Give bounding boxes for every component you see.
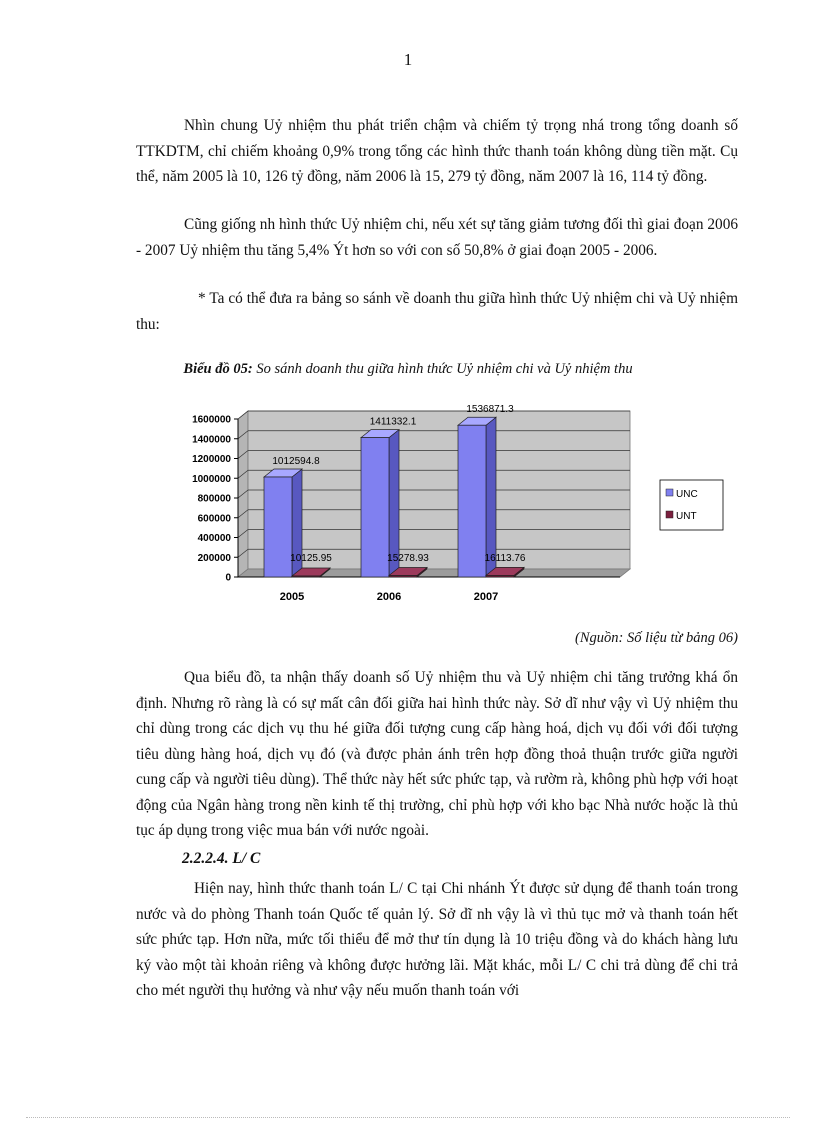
paragraph-5 [136, 876, 738, 1004]
y-tick-label: 800000 [197, 493, 231, 505]
y-tick-label: 1600000 [192, 414, 231, 426]
bar-unt-2005 [292, 576, 320, 577]
x-tick-label: 2005 [279, 591, 305, 603]
legend-swatch-unt [666, 511, 673, 518]
data-label-unt-2006: 15278.93 [387, 553, 429, 564]
data-label-unc-2007: 1536871.3 [466, 404, 514, 416]
bar-unc-2006 [361, 438, 389, 577]
y-tick-label: 1200000 [192, 454, 231, 465]
y-tick-label: 400000 [197, 533, 231, 544]
y-tick-label: 1400000 [192, 434, 231, 446]
paragraph-4-text: Qua biểu đồ, ta nhận thấy doanh số Uỷ nhiệm thu và Uỷ nhiệm chi tăng trưởng khá ổn định. Nhưng rõ ràng là có sự mất cân đối giữa hai hình thức này. Sở dĩ như vậy vì Uỷ nhiệm thu chỉ dùng trong các dịch vụ thu hé giữa đối tượng cung cấp hàng hoá, dịch vụ đối với đối tượng tiêu dùng hàng hoá, dịch vụ đó (và được phản ánh trên hợp đồng thoả thuận trước giữa người cung cấp và người tiêu dùng). Thể thức này hết sức phức tạp, và rườm rà, không phù hợp với hoạt động của Ngân hàng trong nền kinh tế thị trường, chỉ phù hợp với kho bạc Nhà nước hoặc là thủ tục áp dụng trong việc mua bán với nước ngoài. [136, 669, 738, 839]
legend-label-unc: UNC [676, 489, 698, 500]
figure-caption-text: So sánh doanh thu giữa hình thức Uỷ nhiệm chi và Uỷ nhiệm thu [252, 361, 633, 377]
paragraph-1-text: Nhìn chung Uỷ nhiệm thu phát triển chậm và chiếm tỷ trọng nhá trong tổng doanh số TTKDTM, chỉ chiếm khoảng 0,9% trong tổng các hình thức thanh toán không dùng tiền mặt. Cụ thể, năm 2005 là 10, 126 tỷ đồng, năm 2006 là 15, 279 tỷ đồng, năm 2007 là 16, 114 tỷ đồng. [136, 117, 738, 185]
y-tick-label: 1000000 [192, 473, 231, 485]
paragraph-2-text: Cũng giống nh hình thức Uỷ nhiệm chi, nếu xét sự tăng giảm tương đối thì giai đoạn 2006 - 2007 Uỷ nhiệm thu tăng 5,4% Ýt hơn so với con số 50,8% ở giai đoạn 2005 - 2006. [136, 216, 738, 259]
y-tick-label: 600000 [197, 513, 231, 525]
x-tick-label: 2007 [473, 591, 499, 603]
page-bottom-divider [26, 1117, 790, 1118]
figure-caption-label: Biểu đồ 05: [183, 361, 253, 377]
bar-unc-2005 [264, 477, 292, 577]
page-number: 1 [403, 50, 413, 69]
legend-label-unt: UNT [676, 511, 697, 522]
paragraph-5-text: Hiện nay, hình thức thanh toán L/ C tại Chi nhánh Ýt được sử dụng để thanh toán trong nước và do phòng Thanh toán Quốc tế quản lý. Sở dĩ nh vậy là vì thủ tục mở và thanh toán hết sức phức tạp. Hơn nữa, mức tối thiểu để mở thư tín dụng là 10 triệu đồng và do khách hàng lưu ký vào một tài khoản riêng và không được hưởng lãi. Mặt khác, mỗi L/ C chi trả dùng để chi trả cho mét người thụ hưởng và như vậy nếu muốn thanh toán với [136, 880, 738, 999]
legend-swatch-unc [666, 489, 673, 496]
data-label-unt-2007: 16113.76 [484, 553, 526, 564]
data-label-unc-2006: 1411332.1 [369, 416, 417, 428]
bar-unt-2007 [486, 575, 514, 577]
bar-unt-2006 [389, 575, 417, 577]
data-label-unc-2005: 1012594.8 [272, 456, 320, 468]
data-label-unt-2005: 10125.95 [290, 553, 332, 564]
bar-unc-2007 [458, 425, 486, 577]
section-heading: 2.2.2.4. L/ C [182, 850, 261, 867]
legend-box [660, 480, 723, 530]
source-note: (Nguồn: Số liệu từ bảng 06) [575, 630, 738, 646]
x-tick-label: 2006 [376, 591, 402, 603]
y-tick-label: 200000 [197, 552, 231, 564]
y-tick-label: 0 [225, 572, 231, 584]
paragraph-4 [136, 665, 738, 844]
paragraph-3-text: * Ta có thể đưa ra bảng so sánh về doanh thu giữa hình thức Uỷ nhiệm chi và Uỷ nhiệm thu: [136, 290, 738, 333]
